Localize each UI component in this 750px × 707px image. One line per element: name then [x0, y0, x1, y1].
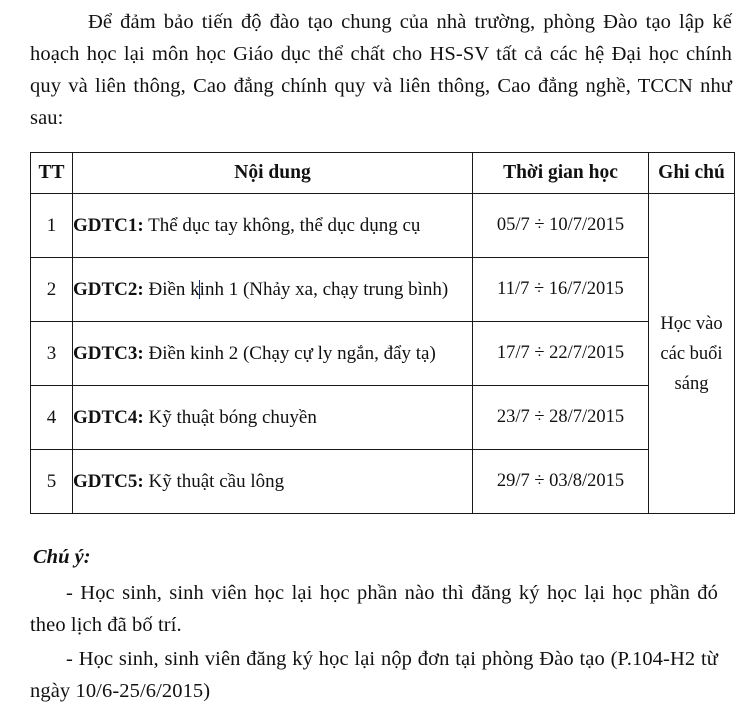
row-period: 29/7 ÷ 03/8/2015	[473, 450, 649, 514]
table-header-row	[31, 153, 735, 194]
course-title-part-1: Kỹ thuật bóng chuyền	[143, 406, 317, 428]
intro-paragraph: Để đảm bảo tiến độ đào tạo chung của nhà trường, phòng Đào tạo lập kế hoạch học lại môn học Giáo dục thể chất cho HS-SV tất cả các hệ Đại học chính quy và liên thông, Cao đẳng chính quy và liên thông, Cao đẳng nghề, TCCN như sau:	[30, 11, 732, 129]
row-content	[73, 386, 473, 450]
schedule-table-container	[30, 152, 732, 514]
course-title-part-1: Điền k	[143, 278, 200, 300]
row-index: 4	[31, 386, 73, 450]
table-row	[31, 322, 735, 386]
row-content	[73, 450, 473, 514]
ghi-chu-merged-cell: Học vào các buổi sáng	[649, 194, 735, 514]
header-ghi-chu: Ghi chú	[649, 153, 735, 194]
course-code: GDTC2:	[73, 278, 144, 300]
course-code: GDTC4:	[73, 406, 144, 428]
table-row	[31, 194, 735, 258]
row-content	[73, 194, 473, 258]
course-title-part-1: Kỹ thuật cầu lông	[143, 470, 285, 492]
row-content	[73, 258, 473, 322]
row-period: 23/7 ÷ 28/7/2015	[473, 386, 649, 450]
course-code: GDTC5:	[73, 470, 144, 492]
course-title-part-2: inh 1 (Nhảy xa, chạy trung bình)	[199, 278, 449, 300]
row-content	[73, 322, 473, 386]
notes-title: Chú ý:	[33, 546, 91, 568]
course-code: GDTC3:	[73, 342, 144, 364]
note-item-2: - Học sinh, sinh viên đăng ký học lại nộp đơn tại phòng Đào tạo (P.104-H2 từ ngày 10/6-25/6/2015)	[30, 648, 718, 702]
course-code: GDTC1:	[73, 214, 144, 236]
row-period: 05/7 ÷ 10/7/2015	[473, 194, 649, 258]
table-row	[31, 450, 735, 514]
header-tt: TT	[31, 153, 73, 194]
schedule-table	[30, 152, 735, 514]
header-noi-dung: Nội dung	[73, 153, 473, 194]
header-thoi-gian: Thời gian học	[473, 153, 649, 194]
row-period: 11/7 ÷ 16/7/2015	[473, 258, 649, 322]
note-item-1: - Học sinh, sinh viên học lại học phần nào thì đăng ký học lại học phần đó theo lịch đã bố trí.	[30, 582, 718, 636]
row-index: 5	[31, 450, 73, 514]
row-period: 17/7 ÷ 22/7/2015	[473, 322, 649, 386]
course-title-part-1: Điền kinh 2 (Chạy cự ly ngắn, đẩy tạ)	[143, 342, 436, 364]
row-index: 1	[31, 194, 73, 258]
course-title-part-1: Thể dục tay không, thể dục dụng cụ	[143, 214, 421, 236]
row-index: 2	[31, 258, 73, 322]
table-row	[31, 258, 735, 322]
schedule-table-body	[31, 194, 735, 514]
table-row	[31, 386, 735, 450]
row-index: 3	[31, 322, 73, 386]
notes-section	[30, 546, 732, 707]
